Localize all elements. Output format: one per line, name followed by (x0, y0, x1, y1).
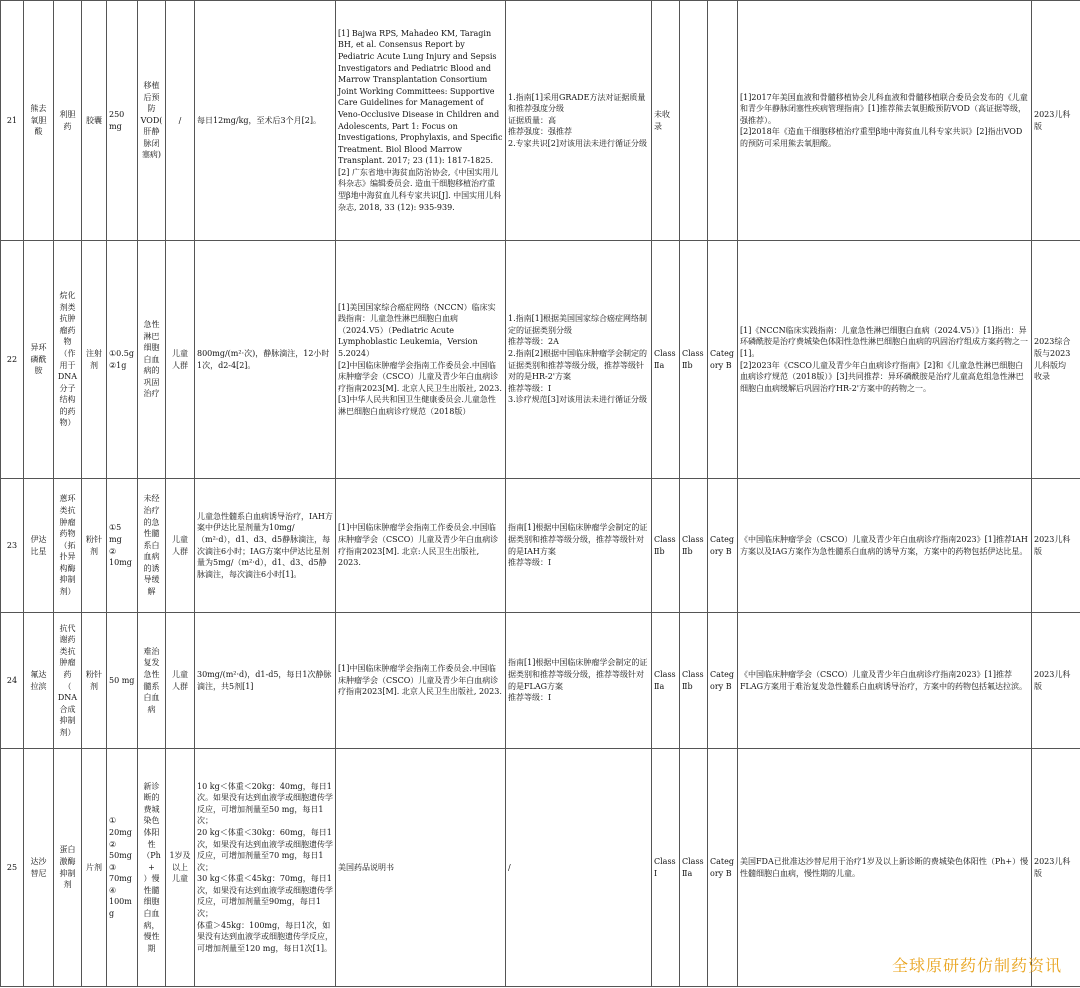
drug-category-cell: 蒽环 类抗 肿瘤 药物 （拓 扑异 构酶 抑制 剂） (54, 479, 82, 613)
description-cell: [1]《NCCN临床实践指南：儿童急性淋巴细胞白血病（2024.V5）》[1]指出：异环磷酰胺是治疗费城染色体阳性急性淋巴细胞白血病的巩固治疗组成方案药物之一[1]。 [2]2023年《CSCO儿童及青少年白血病诊疗指南》[2]和《儿童急性淋巴细胞白血病诊疗规范（2018版）》[3]共同推荐：异环磷酰胺是治疗儿童高危组急性淋巴细胞白血病缓解后巩固治疗HR-2'方案中的药物之一。 (738, 241, 1032, 479)
row-number-cell: 25 (1, 749, 24, 987)
dosage-cell: 30mg/(m²·d)，d1-d5，每日1次静脉滴注，共5剂[1] (195, 613, 336, 749)
micromedex-efficacy-cell: Class Ⅱb (652, 479, 680, 613)
micromedex-recommendation-cell (680, 1, 708, 241)
dosage-form-cell: 注射 剂 (82, 241, 107, 479)
dosage-form-cell: 胶囊 (82, 1, 107, 241)
micromedex-recommendation-cell: Class Ⅱb (680, 241, 708, 479)
specification-cell: 250 mg (107, 1, 138, 241)
evidence-grade-cell: 1.指南[1]采用GRADE方法对证据质量和推荐强度分级 证据质量：高 推荐强度：强推荐 2.专家共识[2]对该用法未进行循证分级 (506, 1, 652, 241)
micromedex-strength-cell: Categ ory B (708, 479, 738, 613)
population-cell: / (166, 1, 195, 241)
micromedex-recommendation-cell: Class Ⅱb (680, 613, 708, 749)
specification-cell: ①5 mg ② 10mg (107, 479, 138, 613)
version-cell: 2023儿科 版 (1032, 479, 1080, 613)
version-cell: 2023儿科 版 (1032, 1, 1080, 241)
population-cell: 儿童 人群 (166, 241, 195, 479)
indication-cell: 移植 后预 防 VOD( 肝静 脉闭 塞病) (138, 1, 166, 241)
micromedex-recommendation-cell: Class Ⅱb (680, 479, 708, 613)
evidence-grade-cell: 指南[1]根据中国临床肿瘤学会制定的证据类别和推荐等级分级，推荐等级针对的是FLAG方案 推荐等级：Ⅰ (506, 613, 652, 749)
specification-cell: ①0.5g ②1g (107, 241, 138, 479)
table-row (1, 613, 1080, 749)
basis-reference-cell: 美国药品说明书 (336, 749, 506, 987)
micromedex-efficacy-cell: 未收 录 (652, 1, 680, 241)
dosage-form-cell: 粉针 剂 (82, 479, 107, 613)
micromedex-strength-cell: Categ ory B (708, 613, 738, 749)
drug-name-cell: 熊去 氧胆 酸 (24, 1, 54, 241)
dosage-cell: 每日12mg/kg，至术后3个月[2]。 (195, 1, 336, 241)
description-cell: 《中国临床肿瘤学会（CSCO）儿童及青少年白血病诊疗指南2023》[1]推荐FLAG方案用于难治复发急性髓系白血病诱导治疗，方案中的药物包括氟达拉滨。 (738, 613, 1032, 749)
watermark-text: 全球原研药仿制药资讯 (891, 956, 1062, 975)
evidence-grade-cell: / (506, 749, 652, 987)
drug-category-cell: 抗代 谢药 类抗 肿瘤 药 （ DNA 合成 抑制 剂） (54, 613, 82, 749)
micromedex-recommendation-cell: Class Ⅱa (680, 749, 708, 987)
indication-cell: 新诊 断的 费城 染色 体阳 性 （Ph+ ）慢 性髓 细胞 白血 病， 慢性 期 (138, 749, 166, 987)
micromedex-strength-cell: Categ ory B (708, 749, 738, 987)
indication-cell: 未经 治疗 的急 性髓 系白 血病 的诱 导缓 解 (138, 479, 166, 613)
micromedex-efficacy-cell: Class Ⅱa (652, 241, 680, 479)
drug-category-cell: 蛋白 激酶 抑制 剂 (54, 749, 82, 987)
dosage-cell: 儿童急性髓系白血病诱导治疗，IAH方案中伊达比星剂量为10mg/（m²·d），d1、d3、d5静脉滴注，每次滴注6小时；IAG方案中伊达比星剂量为5mg/（m²·d），d1、d3、d5静脉滴注，每次滴注6小时[1]。 (195, 479, 336, 613)
evidence-grade-cell: 指南[1]根据中国临床肿瘤学会制定的证据类别和推荐等级分级，推荐等级针对的是IAH方案 推荐等级：Ⅰ (506, 479, 652, 613)
drug-category-cell: 烷化 剂类 抗肿 瘤药 物 （作 用于 DNA 分子 结构 的药 物） (54, 241, 82, 479)
population-cell: 儿童 人群 (166, 479, 195, 613)
micromedex-strength-cell (708, 1, 738, 241)
description-cell: [1]2017年美国血液和骨髓移植协会儿科血液和骨髓移植联合委员会发布的《儿童和青少年静脉闭塞性疾病管理指南》[1]推荐熊去氧胆酸预防VOD（高证据等级，强推荐）。 [2]2018年《造血干细胞移植治疗重型β地中海贫血儿科专家共识》[2]指出VOD的预防可采用熊去氧胆酸。 (738, 1, 1032, 241)
version-cell: 2023儿科 版 (1032, 613, 1080, 749)
dosage-form-cell: 片剂 (82, 749, 107, 987)
drug-name-cell: 异环 磷酰 胺 (24, 241, 54, 479)
specification-cell: ① 20mg ② 50mg ③ 70mg ④ 100mg (107, 749, 138, 987)
version-cell: 2023综合 版与2023 儿科版均 收录 (1032, 241, 1080, 479)
table-row (1, 1, 1080, 241)
dosage-cell: 800mg/(m²·次)，静脉滴注，12小时1次，d2-4[2]。 (195, 241, 336, 479)
basis-reference-cell: [1]中国临床肿瘤学会指南工作委员会.中国临床肿瘤学会（CSCO）儿童及青少年白血病诊疗指南2023[M]. 北京:人民卫生出版社, 2023. (336, 479, 506, 613)
description-cell: 美国FDA已批准达沙替尼用于治疗1岁及以上新诊断的费城染色体阳性（Ph+）慢性髓细胞白血病，慢性期的儿童。 (738, 749, 1032, 987)
basis-reference-cell: [1] Bajwa RPS, Mahadeo KM, Taragin BH, et al. Consensus Report by Pediatric Acute Lung Injury and Sepsis Investigators and Pediatric Blood and Marrow Transplantation Consortium Joint Working Committees: Supportive Care Guidelines for Management of Veno-Occlusive Disease in Children and Adolescents, Part 1: Focus on Investigations, Prophylaxis, and Specific Treatment. Biol Blood Marrow Transplant. 2017; 23 (11): 1817-1825. [2] 广东省地中海贫血防治协会,《中国实用儿科杂志》编辑委员会. 造血干细胞移植治疗重型β地中海贫血儿科专家共识[J]. 中国实用儿科杂志, 2018, 33 (12): 935-939. (336, 1, 506, 241)
dosage-cell: 10 kg＜体重＜20kg：40mg，每日1次。如果没有达到血液学或细胞遗传学反应，可增加剂量至50 mg，每日1次； 20 kg＜体重＜30kg：60mg，每日1次，如果没有达到血液学或细胞遗传学反应，可增加剂量至70 mg，每日1次； 30 kg＜体重＜45kg：70mg，每日1次，如果没有达到血液学或细胞遗传学反应，可增加剂量至90mg，每日1次； 体重＞45kg：100mg，每日1次，如果没有达到血液学或细胞遗传学反应，可增加剂量至120 mg，每日1次[1]。 (195, 749, 336, 987)
description-cell: 《中国临床肿瘤学会（CSCO）儿童及青少年白血病诊疗指南2023》[1]推荐IAH方案以及IAG方案作为急性髓系白血病的诱导方案，方案中的药物包括伊达比星。 (738, 479, 1032, 613)
table-row (1, 479, 1080, 613)
drug-category-cell: 利胆 药 (54, 1, 82, 241)
row-number-cell: 24 (1, 613, 24, 749)
micromedex-efficacy-cell: Class Ⅰ (652, 749, 680, 987)
drug-name-cell: 达沙 替尼 (24, 749, 54, 987)
evidence-grade-cell: 1.指南[1]根据美国国家综合癌症网络制定的证据类别分级 推荐等级：2A 2.指南[2]根据中国临床肿瘤学会制定的证据类别和推荐等级分级，推荐等级针对的是HR-2'方案 推荐等级：Ⅰ 3.诊疗规范[3]对该用法未进行循证分级 (506, 241, 652, 479)
version-cell: 2023儿科 版 (1032, 749, 1080, 987)
basis-reference-cell: [1]美国国家综合癌症网络（NCCN）临床实践指南：儿童急性淋巴细胞白血病（2024.V5）（Pediatric Acute Lymphoblastic Leukemia，Version 5.2024） [2]中国临床肿瘤学会指南工作委员会.中国临床肿瘤学会（CSCO）儿童及青少年白血病诊疗指南2023[M]. 北京人民卫生出版社, 2023. [3]中华人民共和国卫生健康委员会.儿童急性淋巴细胞白血病诊疗规范（2018版） (336, 241, 506, 479)
drug-name-cell: 氟达 拉滨 (24, 613, 54, 749)
micromedex-strength-cell: Categ ory B (708, 241, 738, 479)
population-cell: 儿童 人群 (166, 613, 195, 749)
dosage-form-cell: 粉针 剂 (82, 613, 107, 749)
row-number-cell: 22 (1, 241, 24, 479)
drug-name-cell: 伊达 比星 (24, 479, 54, 613)
row-number-cell: 23 (1, 479, 24, 613)
table-row (1, 749, 1080, 987)
table-row (1, 241, 1080, 479)
population-cell: 1岁及 以上 儿童 (166, 749, 195, 987)
basis-reference-cell: [1]中国临床肿瘤学会指南工作委员会.中国临床肿瘤学会（CSCO）儿童及青少年白血病诊疗指南2023[M]. 北京人民卫生出版社, 2023. (336, 613, 506, 749)
micromedex-efficacy-cell: Class Ⅱa (652, 613, 680, 749)
indication-cell: 难治 复发 急性 髓系 白血 病 (138, 613, 166, 749)
row-number-cell: 21 (1, 1, 24, 241)
specification-cell: 50 mg (107, 613, 138, 749)
indication-cell: 急性 淋巴 细胞 白血 病的 巩固 治疗 (138, 241, 166, 479)
